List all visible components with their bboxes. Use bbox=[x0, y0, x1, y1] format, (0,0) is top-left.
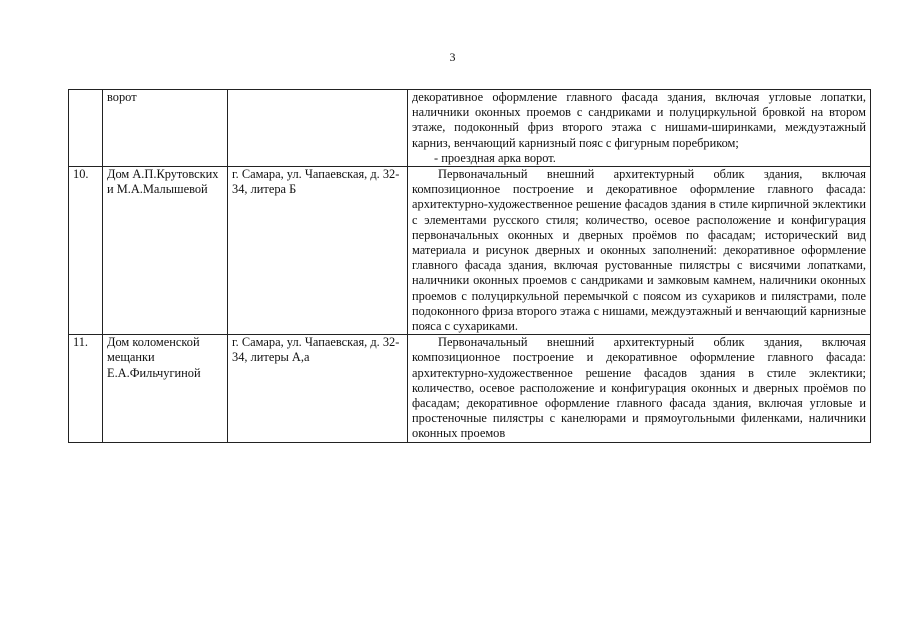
object-description bbox=[408, 335, 871, 442]
page-number: 3 bbox=[449, 50, 456, 64]
row-number bbox=[69, 90, 103, 167]
object-description bbox=[408, 90, 871, 167]
table-row bbox=[69, 335, 871, 442]
object-name: ворот bbox=[103, 90, 228, 167]
table-row bbox=[69, 167, 871, 335]
description-text: Первоначальный внешний архитектурный облик здания, включая композиционное построение и декоративное оформление главного фасада: архитектурно-художественное решение фасадов здания в стиле эклектики; количество, осевое расположение и конфигурация оконных и дверных проёмов по фасадам; декоративное оформление главного фасада здания, включая угловые и простеночные пилястры с канелюрами и прямоугольными филенками, наличники оконных проемов bbox=[412, 335, 866, 441]
object-address bbox=[228, 90, 408, 167]
object-address: г. Самара, ул. Чапаевская, д. 32-34, литера Б bbox=[228, 167, 408, 335]
object-address: г. Самара, ул. Чапаевская, д. 32-34, литеры А,а bbox=[228, 335, 408, 442]
description-extra: - проездная арка ворот. bbox=[434, 150, 556, 165]
heritage-objects-table bbox=[68, 89, 871, 443]
row-number: 10. bbox=[69, 167, 103, 335]
object-description bbox=[408, 167, 871, 335]
description-text: Первоначальный внешний архитектурный облик здания, включая композиционное построение и декоративное оформление главного фасада: архитектурно-художественное решение фасадов здания в стиле кирпичной эклектики с элементами русского стиля; количество, осевое расположение и конфигурация первоначальных оконных и дверных проёмов по фасадам; исторический вид материала и рисунок дверных и оконных заполнений: декоративное оформление главного фасада здания, включая рустованные пилястры с висячими лопатками, наличники оконных проемов с сандриками и замковым камнем, наличники оконных проемов с полуциркульной перемычкой с поясом из сухариков и пилястрами, поле подоконного фриза второго этажа с нишами, междуэтажный и венчающий карнизные пояса с сухариками. bbox=[412, 167, 866, 334]
table-row bbox=[69, 90, 871, 167]
object-name: Дом коломенской мещанки Е.А.Фильчугиной bbox=[103, 335, 228, 442]
object-name: Дом А.П.Крутовских и М.А.Малышевой bbox=[103, 167, 228, 335]
description-text: декоративное оформление главного фасада здания, включая угловые лопатки, наличники оконных проемов с сандриками и полуциркульной бровкой на втором этаже, подоконный фриз второго этажа с нишами-ширинками, междуэтажный карниз, венчающий карнизный пояс с фигурным поребриком; bbox=[412, 90, 866, 150]
row-number: 11. bbox=[69, 335, 103, 442]
